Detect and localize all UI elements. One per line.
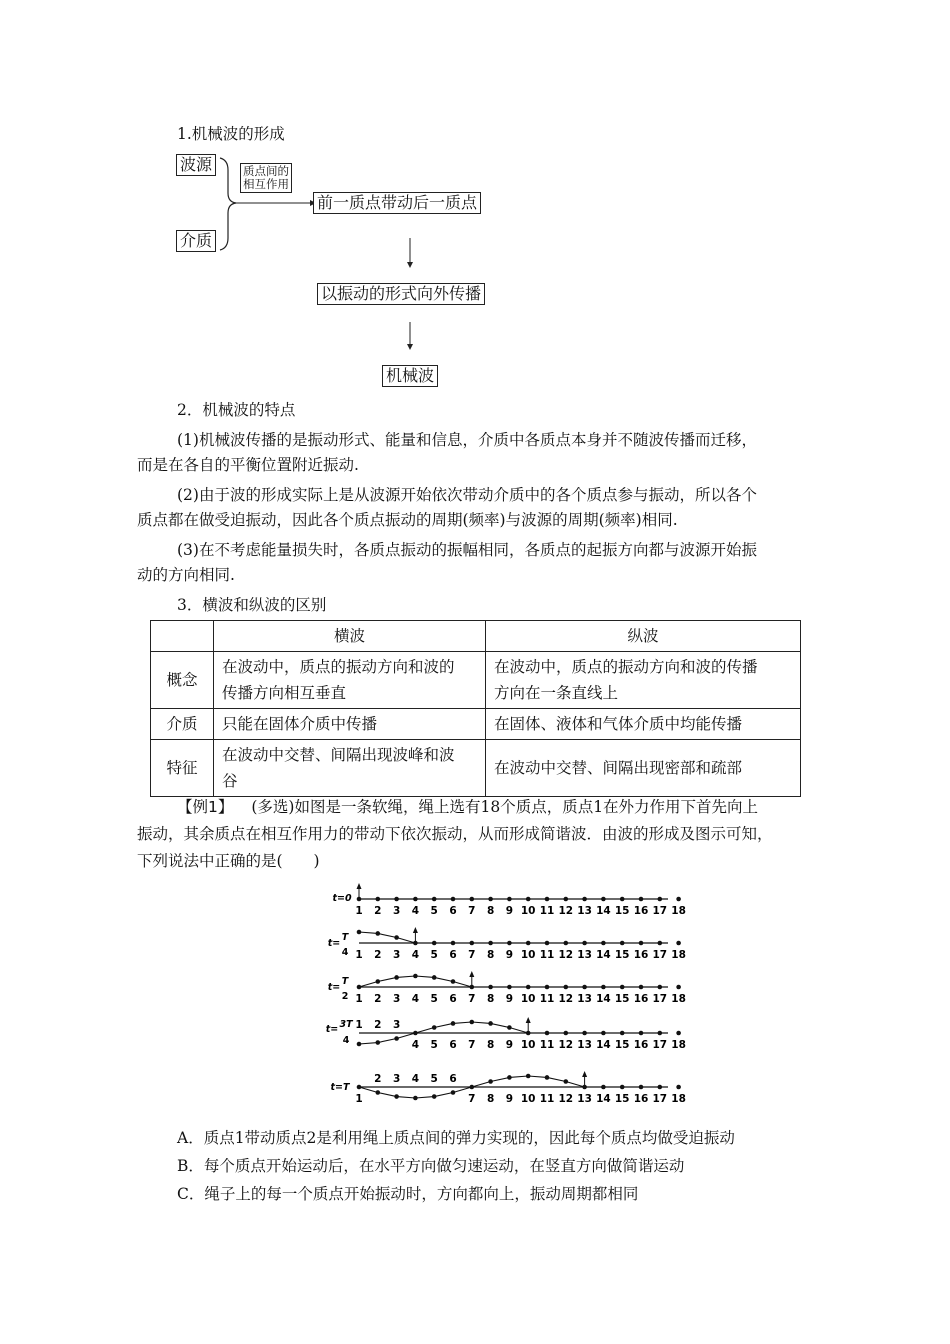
table-cell <box>214 652 486 709</box>
front-arrow-head <box>469 971 474 977</box>
table-row <box>151 709 801 740</box>
time-label-4-0: t=T <box>330 1082 350 1093</box>
interaction-line-1: 质点间的 <box>243 164 289 178</box>
particle-number: 1 <box>355 993 363 1005</box>
cell-line: 谷 <box>222 772 238 790</box>
particle-dot <box>357 985 362 990</box>
particle-dot <box>376 1090 381 1095</box>
particle-number: 12 <box>558 949 574 961</box>
particle-dot <box>545 1031 550 1036</box>
particle-number: 13 <box>577 949 592 961</box>
table-cell <box>214 740 486 797</box>
particle-number: 15 <box>614 905 630 917</box>
para1-line2: 而是在各自的平衡位置附近振动. <box>137 456 359 474</box>
front-arrow-head <box>526 1017 531 1023</box>
particle-number: 1 <box>355 905 363 917</box>
particle-number: 18 <box>671 949 686 961</box>
particle-dot <box>639 941 644 946</box>
particle-number: 12 <box>558 1039 574 1051</box>
time-label-2-1: T <box>341 976 349 987</box>
time-label-1-2: 4 <box>341 947 349 958</box>
particle-dot <box>488 1021 493 1026</box>
cell-line: 在波动中，质点的振动方向和波的传播 <box>494 658 758 676</box>
particle-number: 12 <box>558 905 574 917</box>
particle-dot <box>582 1031 587 1036</box>
row-label: 特征 <box>151 740 214 797</box>
particle-dot <box>470 1085 475 1090</box>
particle-number: 13 <box>577 905 592 917</box>
particle-number: 13 <box>577 1093 592 1105</box>
particle-number: 18 <box>671 1039 686 1051</box>
particle-dot <box>658 1085 663 1090</box>
particle-number: 13 <box>577 993 592 1005</box>
section3-heading: 3．横波和纵波的区别 <box>177 596 327 614</box>
particle-number: 14 <box>596 1039 611 1051</box>
time-label-2-0: t= <box>327 982 341 993</box>
particle-number: 12 <box>558 1093 574 1105</box>
particle-number: 2 <box>374 949 382 961</box>
particle-number: 15 <box>614 1039 630 1051</box>
particle-dot <box>488 941 493 946</box>
particle-number: 11 <box>539 949 555 961</box>
particle-dot <box>432 975 437 980</box>
particle-dot <box>394 935 399 940</box>
table-cell: 在波动中交替、间隔出现密部和疏部 <box>486 740 801 797</box>
particle-dot <box>507 941 512 946</box>
front-arrow-head <box>413 927 418 933</box>
particle-dot <box>658 1031 663 1036</box>
particle-dot <box>545 941 550 946</box>
particle-dot <box>413 1096 418 1101</box>
particle-number: 16 <box>633 949 649 961</box>
front-arrow-head <box>357 883 362 889</box>
step2-box: 以振动的形式向外传播 <box>317 283 485 305</box>
particle-dot <box>470 1020 475 1025</box>
particle-dot <box>639 1031 644 1036</box>
para3-line2: 动的方向相同. <box>137 566 235 584</box>
particle-number: 11 <box>539 1093 555 1105</box>
particle-dot <box>564 941 569 946</box>
time-label-0-0: t=0 <box>332 893 352 904</box>
particle-dot <box>432 1094 437 1099</box>
particle-dot <box>620 897 625 902</box>
time-label-3-1: 3T <box>339 1019 353 1030</box>
particle-number: 14 <box>596 993 611 1005</box>
particle-dot <box>564 1031 569 1036</box>
particle-dot <box>451 941 456 946</box>
cell-line: 在波动中，质点的振动方向和波的 <box>222 658 455 676</box>
particle-dot <box>545 985 550 990</box>
particle-number: 13 <box>577 1039 592 1051</box>
row-label: 概念 <box>151 652 214 709</box>
particle-dot <box>413 1031 418 1036</box>
particle-dot <box>676 941 681 946</box>
particle-number: 7 <box>468 1093 476 1105</box>
particle-number: 6 <box>449 993 457 1005</box>
particle-number: 10 <box>520 993 536 1005</box>
particle-number: 15 <box>614 993 630 1005</box>
particle-dot <box>526 897 531 902</box>
particle-number: 7 <box>468 949 476 961</box>
particle-number: 8 <box>486 993 495 1005</box>
particle-number: 8 <box>486 1093 495 1105</box>
particle-number: 3 <box>392 949 401 961</box>
particle-dot <box>488 1079 493 1084</box>
particle-dot <box>507 897 512 902</box>
particle-number: 8 <box>486 905 495 917</box>
particle-dot <box>357 1042 362 1047</box>
particle-dot <box>488 897 493 902</box>
particle-number: 7 <box>468 993 476 1005</box>
particle-dot <box>357 930 362 935</box>
particle-dot <box>639 985 644 990</box>
cell-line: 在波动中交替、间隔出现波峰和波 <box>222 746 455 764</box>
brace <box>220 158 236 250</box>
particle-number: 16 <box>633 1093 649 1105</box>
rope-wave-figure <box>320 885 686 1120</box>
particle-number: 10 <box>520 949 536 961</box>
particle-dot <box>376 1040 381 1045</box>
result-box: 机械波 <box>382 365 438 387</box>
table-cell: 在固体、液体和气体介质中均能传播 <box>486 709 801 740</box>
particle-number: 17 <box>652 1093 668 1105</box>
particle-dot <box>376 897 381 902</box>
time-label-3-0: t= <box>325 1024 339 1035</box>
step1-box: 前一质点带动后一质点 <box>313 192 481 214</box>
particle-number: 14 <box>596 1093 611 1105</box>
table-corner-cell <box>151 621 214 652</box>
particle-number: 8 <box>486 949 495 961</box>
particle-number: 17 <box>652 1039 668 1051</box>
particle-number: 9 <box>505 949 514 961</box>
particle-dot <box>658 941 663 946</box>
wave-comparison-table <box>150 620 801 797</box>
particle-dot <box>582 897 587 902</box>
particle-number: 16 <box>633 905 649 917</box>
particle-number: 14 <box>596 905 611 917</box>
particle-number: 12 <box>558 993 574 1005</box>
particle-number: 2 <box>374 1073 382 1085</box>
particle-dot <box>526 1074 531 1079</box>
particle-dot <box>658 897 663 902</box>
particle-number: 17 <box>652 949 668 961</box>
particle-dot <box>394 1036 399 1041</box>
particle-number: 5 <box>430 1039 438 1051</box>
particle-dot <box>639 897 644 902</box>
particle-dot <box>376 931 381 936</box>
particle-number: 4 <box>411 905 420 917</box>
option-c: C．绳子上的每一个质点开始振动时，方向都向上，振动周期都相同 <box>177 1185 639 1203</box>
particle-number: 6 <box>449 949 457 961</box>
particle-number: 1 <box>355 1019 363 1031</box>
table-cell <box>486 652 801 709</box>
particle-dot <box>432 897 437 902</box>
particle-dot <box>601 1085 606 1090</box>
particle-number: 5 <box>430 905 438 917</box>
particle-number: 3 <box>392 993 401 1005</box>
particle-dot <box>526 941 531 946</box>
particle-dot <box>620 1031 625 1036</box>
particle-dot <box>545 1075 550 1080</box>
example-text-1: (多选)如图是一条软绳，绳上选有18个质点，质点1在外力作用下首先向上 <box>251 798 759 816</box>
table-row <box>151 740 801 797</box>
particle-dot <box>526 985 531 990</box>
particle-dot <box>357 1085 362 1090</box>
particle-number: 4 <box>411 949 420 961</box>
particle-number: 18 <box>671 905 686 917</box>
particle-number: 14 <box>596 949 611 961</box>
particle-number: 17 <box>652 993 668 1005</box>
particle-dot <box>470 941 475 946</box>
particle-number: 5 <box>430 1073 438 1085</box>
para3-line1: (3)在不考虑能量损失时，各质点振动的振幅相同，各质点的起振方向都与波源开始振 <box>177 541 757 559</box>
particle-number: 3 <box>392 1019 401 1031</box>
particle-dot <box>601 897 606 902</box>
particle-number: 15 <box>614 949 630 961</box>
row-label: 介质 <box>151 709 214 740</box>
particle-number: 6 <box>449 1073 457 1085</box>
time-label-2-2: 2 <box>341 991 349 1002</box>
particle-number: 1 <box>355 1093 363 1105</box>
particle-number: 1 <box>355 949 363 961</box>
particle-dot <box>432 1025 437 1030</box>
particle-number: 2 <box>374 905 382 917</box>
para1-line1: (1)机械波传播的是振动形式、能量和信息，介质中各质点本身并不随波传播而迁移， <box>177 431 757 449</box>
cell-line: 传播方向相互垂直 <box>222 684 347 702</box>
particle-dot <box>582 941 587 946</box>
particle-number: 9 <box>505 993 514 1005</box>
particle-dot <box>413 897 418 902</box>
wave-curve <box>359 932 415 943</box>
example-tag: 【例1】 <box>177 798 234 816</box>
particle-dot <box>564 985 569 990</box>
medium-box: 介质 <box>176 230 216 252</box>
para2-line2: 质点都在做受迫振动，因此各个质点振动的周期(频率)与波源的周期(频率)相同. <box>137 511 678 529</box>
particle-number: 10 <box>520 1039 536 1051</box>
interaction-line-2: 相互作用 <box>243 177 289 191</box>
particle-dot <box>451 1090 456 1095</box>
particle-dot <box>658 985 663 990</box>
table-header-row <box>151 621 801 652</box>
particle-number: 2 <box>374 1019 382 1031</box>
particle-dot <box>507 1075 512 1080</box>
particle-number: 10 <box>520 1093 536 1105</box>
section2-heading: 2．机械波的特点 <box>177 401 296 419</box>
col-header-longitudinal: 纵波 <box>486 621 801 652</box>
particle-dot <box>507 985 512 990</box>
particle-number: 10 <box>520 905 536 917</box>
particle-number: 4 <box>411 1073 420 1085</box>
particle-number: 3 <box>392 905 401 917</box>
particle-dot <box>470 897 475 902</box>
example-line2: 振动，其余质点在相互作用力的带动下依次振动，从而形成简谐波．由波的形成及图示可知， <box>137 825 773 843</box>
particle-dot <box>676 1085 681 1090</box>
particle-dot <box>639 1085 644 1090</box>
section1-heading: 1.机械波的形成 <box>177 125 285 143</box>
particle-dot <box>451 897 456 902</box>
particle-number: 17 <box>652 905 668 917</box>
particle-dot <box>620 1085 625 1090</box>
particle-dot <box>394 975 399 980</box>
particle-dot <box>488 985 493 990</box>
particle-number: 5 <box>430 949 438 961</box>
particle-dot <box>676 897 681 902</box>
particle-number: 6 <box>449 905 457 917</box>
particle-dot <box>394 897 399 902</box>
particle-number: 18 <box>671 1093 686 1105</box>
particle-number: 11 <box>539 993 555 1005</box>
time-label-3-2: 4 <box>342 1035 350 1046</box>
particle-dot <box>676 1031 681 1036</box>
para2-line1: (2)由于波的形成实际上是从波源开始依次带动介质中的各个质点参与振动，所以各个 <box>177 486 757 504</box>
wave-source-box: 波源 <box>176 154 216 176</box>
particle-dot <box>620 985 625 990</box>
particle-dot <box>676 985 681 990</box>
example-line3: 下列说法中正确的是( ) <box>137 852 320 870</box>
particle-dot <box>507 1025 512 1030</box>
example-line1 <box>177 797 758 817</box>
particle-number: 3 <box>392 1073 401 1085</box>
table-cell: 只能在固体介质中传播 <box>214 709 486 740</box>
particle-number: 16 <box>633 993 649 1005</box>
particle-dot <box>601 941 606 946</box>
particle-dot <box>564 1079 569 1084</box>
time-label-1-1: T <box>341 932 349 943</box>
particle-dot <box>432 941 437 946</box>
particle-number: 5 <box>430 993 438 1005</box>
particle-number: 15 <box>614 1093 630 1105</box>
front-arrow-head <box>582 1071 587 1077</box>
particle-dot <box>376 979 381 984</box>
table-row <box>151 652 801 709</box>
particle-dot <box>545 897 550 902</box>
particle-dot <box>601 985 606 990</box>
particle-number: 6 <box>449 1039 457 1051</box>
particle-number: 7 <box>468 905 476 917</box>
particle-number: 16 <box>633 1039 649 1051</box>
particle-dot <box>394 1094 399 1099</box>
particle-dot <box>564 897 569 902</box>
option-b: B．每个质点开始运动后，在水平方向做匀速运动，在竖直方向做简谐运动 <box>177 1157 685 1175</box>
particle-number: 4 <box>411 993 420 1005</box>
particle-dot <box>451 979 456 984</box>
particle-number: 9 <box>505 1039 514 1051</box>
particle-number: 2 <box>374 993 382 1005</box>
particle-dot <box>601 1031 606 1036</box>
col-header-transverse: 横波 <box>214 621 486 652</box>
particle-number: 4 <box>411 1039 420 1051</box>
particle-dot <box>413 974 418 979</box>
option-a: A．质点1带动质点2是利用绳上质点间的弹力实现的，因此每个质点均做受迫振动 <box>177 1129 735 1147</box>
particle-number: 9 <box>505 1093 514 1105</box>
particle-number: 9 <box>505 905 514 917</box>
particle-number: 11 <box>539 1039 555 1051</box>
particle-dot <box>620 941 625 946</box>
particle-number: 11 <box>539 905 555 917</box>
particle-number: 18 <box>671 993 686 1005</box>
cell-line: 方向在一条直线上 <box>494 684 619 702</box>
particle-number: 8 <box>486 1039 495 1051</box>
particle-number: 7 <box>468 1039 476 1051</box>
time-label-1-0: t= <box>327 938 341 949</box>
particle-dot <box>582 985 587 990</box>
particle-dot <box>451 1021 456 1026</box>
